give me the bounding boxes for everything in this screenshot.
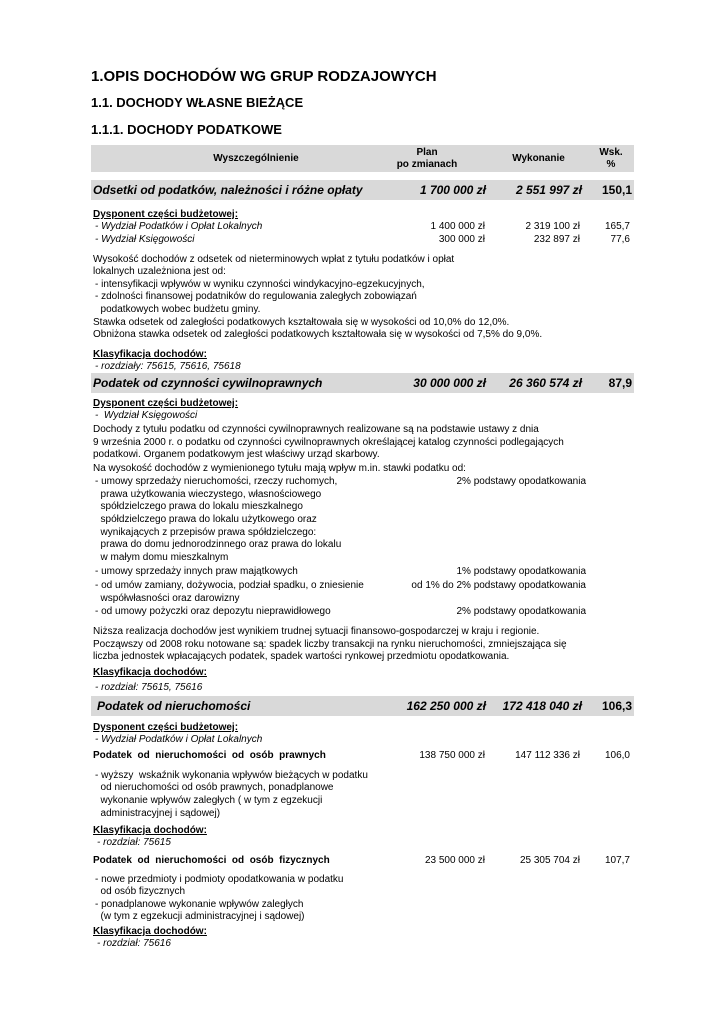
rate-line: w małym domu mieszkalnym xyxy=(95,552,229,563)
paragraph-line: - wyższy wskaźnik wykonania wpływów bieżących w podatku xyxy=(95,770,368,781)
rate-line: współwłasności oraz darowizny xyxy=(95,593,240,604)
rate-value: od 1% do 2% podstawy opodatkowania xyxy=(411,580,586,591)
subsection-plan: 138 750 000 zł xyxy=(419,750,485,761)
paragraph-line: - intensyfikacji wpływów w wyniku czynności windykacyjno-egzekucyjnych, xyxy=(95,279,425,290)
section-plan: 162 250 000 zł xyxy=(406,699,486,713)
klasyfikacja-label: Klasyfikacja dochodów: xyxy=(93,926,207,937)
unit-wsk: 77,6 xyxy=(610,234,630,245)
section-plan: 1 700 000 zł xyxy=(419,183,486,197)
klasyfikacja-value: - rozdział: 75615 xyxy=(97,837,171,848)
klasyfikacja-value: - rozdział: 75615, 75616 xyxy=(95,682,203,693)
paragraph-line: liczba jednostek wpłacających podatek, spadek wartości rynkowej przedmiotu opodatkowania. xyxy=(93,651,510,662)
unit-name: - Wydział Podatków i Opłat Lokalnych xyxy=(95,221,263,232)
section-wykonanie: 26 360 574 zł xyxy=(509,376,582,390)
section-wykonanie: 2 551 997 zł xyxy=(515,183,582,197)
section-row-odsetki xyxy=(91,180,634,200)
paragraph-line: 9 września 2000 r. o podatku od czynności cywilnoprawnych określającej katalog czynności podlegających xyxy=(93,437,564,448)
subsection-name: Podatek od nieruchomości od osób prawnych xyxy=(93,750,326,761)
heading-1: 1.OPIS DOCHODÓW WG GRUP RODZAJOWYCH xyxy=(91,68,437,85)
dysponent-label: Dysponent części budżetowej: xyxy=(93,722,239,733)
paragraph-line: administracyjnej i sądowej) xyxy=(95,808,221,819)
klasyfikacja-label: Klasyfikacja dochodów: xyxy=(93,825,207,836)
rate-line: - od umów zamiany, dożywocia, podział spadku, o zniesienie xyxy=(95,580,364,591)
paragraph-line: Niższa realizacja dochodów jest wynikiem trudnej sytuacji finansowo-gospodarczej w kraju i regionie. xyxy=(93,626,540,637)
klasyfikacja-label: Klasyfikacja dochodów: xyxy=(93,667,207,678)
section-wykonanie: 172 418 040 zł xyxy=(502,699,582,713)
subsection-plan: 23 500 000 zł xyxy=(424,855,485,866)
section-name: Podatek od czynności cywilnoprawnych xyxy=(93,376,323,390)
unit-wykonanie: 2 319 100 zł xyxy=(525,221,580,232)
rate-value: 2% podstawy opodatkowania xyxy=(456,606,586,617)
section-row-czynnosci xyxy=(91,373,634,393)
dysponent-value: - Wydział Księgowości xyxy=(95,410,198,421)
paragraph-line: podatkowych wobec budżetu gminy. xyxy=(95,304,261,315)
dysponent-label: Dysponent części budżetowej: xyxy=(93,398,239,409)
heading-2: 1.1. DOCHODY WŁASNE BIEŻĄCE xyxy=(91,95,304,110)
subsection-wsk: 107,7 xyxy=(604,855,630,866)
table-header xyxy=(91,145,634,172)
paragraph-line: lokalnych uzależniona jest od: xyxy=(93,266,226,277)
unit-wykonanie: 232 897 zł xyxy=(533,234,580,245)
rate-line: wynikających z przepisów prawa spółdzielczego: xyxy=(95,527,317,538)
klasyfikacja-label: Klasyfikacja dochodów: xyxy=(93,349,207,360)
header-plan-line2: po zmianach xyxy=(396,159,458,170)
section-plan: 30 000 000 zł xyxy=(413,376,486,390)
rate-value: 1% podstawy opodatkowania xyxy=(456,566,586,577)
header-wykonanie: Wykonanie xyxy=(512,153,565,164)
paragraph-line: Wysokość dochodów z odsetek od nieterminowych wpłat z tytułu podatków i opłat xyxy=(93,254,455,265)
header-wsk-line1: Wsk. xyxy=(599,147,623,158)
unit-plan: 1 400 000 zł xyxy=(430,221,485,232)
paragraph-line: Obniżona stawka odsetek od zaległości podatkowych kształtowała się w wysokości od 7,5% do 9,0%. xyxy=(93,329,543,340)
subsection-wykonanie: 25 305 704 zł xyxy=(519,855,580,866)
dysponent-value: - Wydział Podatków i Opłat Lokalnych xyxy=(95,734,263,745)
klasyfikacja-value: - rozdziały: 75615, 75616, 75618 xyxy=(95,361,241,372)
subsection-wsk: 106,0 xyxy=(604,750,630,761)
section-name: Podatek od nieruchomości xyxy=(97,699,251,713)
rate-line: - umowy sprzedaży nieruchomości, rzeczy ruchomych, xyxy=(95,476,338,487)
paragraph-line: Na wysokość dochodów z wymienionego tytułu mają wpływ m.in. stawki podatku od: xyxy=(93,463,466,474)
paragraph-line: od nieruchomości od osób prawnych, ponadplanowe xyxy=(95,782,334,793)
section-wsk: 87,9 xyxy=(608,376,632,390)
rate-line: prawa do domu jednorodzinnego oraz prawa do lokalu xyxy=(95,539,342,550)
rate-line: prawa użytkowania wieczystego, własnościowego xyxy=(95,489,322,500)
section-wsk: 150,1 xyxy=(601,183,632,197)
unit-wsk: 165,7 xyxy=(604,221,630,232)
unit-name: - Wydział Księgowości xyxy=(95,234,195,245)
klasyfikacja-value: - rozdział: 75616 xyxy=(97,938,171,949)
paragraph-line: - ponadplanowe wykonanie wpływów zaległych xyxy=(95,899,304,910)
rate-value: 2% podstawy opodatkowania xyxy=(456,476,586,487)
header-wsk-line2: % xyxy=(606,159,616,170)
unit-plan: 300 000 zł xyxy=(438,234,485,245)
paragraph-line: od osób fizycznych xyxy=(95,886,186,897)
rate-line: - od umowy pożyczki oraz depozytu nieprawidłowego xyxy=(95,606,331,617)
paragraph-line: - nowe przedmioty i podmioty opodatkowania w podatku xyxy=(95,874,344,885)
paragraph-line: (w tym z egzekucji administracyjnej i sądowej) xyxy=(95,911,305,922)
heading-3: 1.1.1. DOCHODY PODATKOWE xyxy=(91,122,282,137)
header-plan-line1: Plan xyxy=(416,147,438,158)
rate-line: spółdzielczego prawa do lokalu mieszkalnego xyxy=(95,501,303,512)
paragraph-line: wykonanie wpływów zaległych ( w tym z egzekucji xyxy=(95,795,323,806)
paragraph-line: - zdolności finansowej podatników do regulowania zaległych zobowiązań xyxy=(95,291,417,302)
paragraph-line: Stawka odsetek od zaległości podatkowych kształtowała się w wysokości od 10,0% do 12,0%. xyxy=(93,317,510,328)
section-name: Odsetki od podatków, należności i różne opłaty xyxy=(93,183,363,197)
subsection-wykonanie: 147 112 336 zł xyxy=(515,750,580,761)
rate-line: spółdzielczego prawa do lokalu użytkowego oraz xyxy=(95,514,317,525)
dysponent-label: Dysponent części budżetowej: xyxy=(93,209,239,220)
section-row-nieruchomosci xyxy=(91,696,634,716)
header-wyszczegolnienie: Wyszczególnienie xyxy=(213,153,299,164)
paragraph-line: Począwszy od 2008 roku notowane są: spadek liczby transakcji na rynku nieruchomości, zmniejszająca się xyxy=(93,639,567,650)
rate-line: - umowy sprzedaży innych praw majątkowych xyxy=(95,566,298,577)
paragraph-line: Dochody z tytułu podatku od czynności cywilnoprawnych realizowane są na podstawie ustawy z dnia xyxy=(93,424,539,435)
section-wsk: 106,3 xyxy=(601,699,632,713)
paragraph-line: podatkowi. Organem podatkowym jest właściwy urząd skarbowy. xyxy=(93,449,380,460)
subsection-name: Podatek od nieruchomości od osób fizycznych xyxy=(93,855,330,866)
